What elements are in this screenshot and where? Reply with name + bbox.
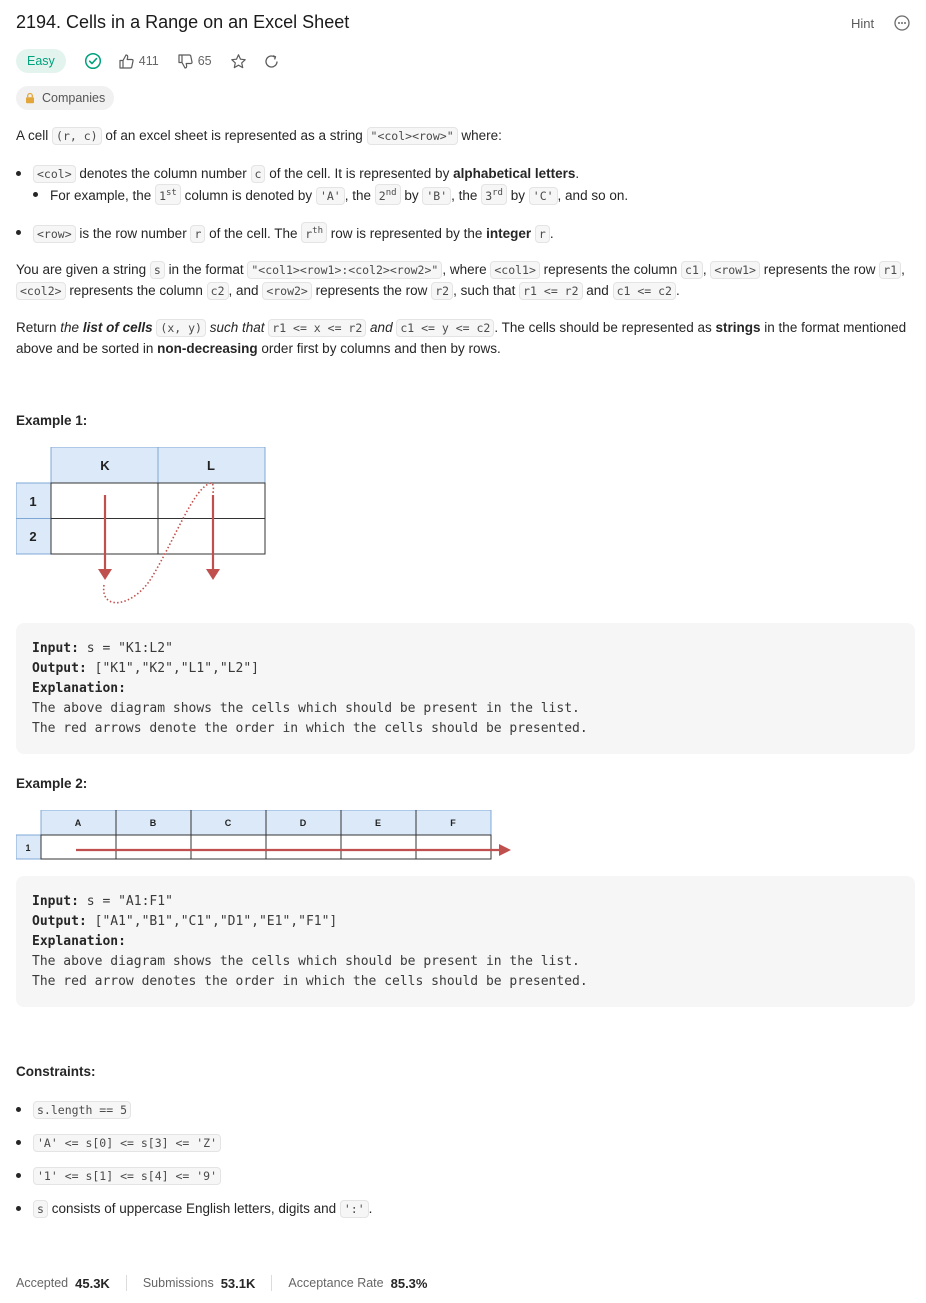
thumbs-up-icon bbox=[118, 53, 135, 70]
arrowhead bbox=[206, 569, 220, 580]
column-header: A bbox=[74, 818, 82, 828]
like-count: 411 bbox=[138, 54, 159, 68]
dislike-button[interactable] bbox=[177, 53, 212, 70]
description-return: Return the list of cells (x, y) such that r1 <= x <= r2 and c1 <= y <= c2 . The cells should be represented as strings in the format mentioned above and be sorted in non-decreasing order first by columns and then by rows. bbox=[16, 320, 907, 356]
row-header: 1 bbox=[29, 494, 37, 509]
solved-check-icon bbox=[84, 52, 102, 70]
acceptance-rate-value: 85.3% bbox=[390, 1275, 428, 1291]
column-header: B bbox=[149, 818, 157, 828]
column-header: K bbox=[100, 458, 110, 473]
column-header: F bbox=[450, 818, 456, 828]
list-item: <row> is the row number r of the cell. The $r^{th}$ row is represented by the integer r . bbox=[16, 222, 906, 244]
dislike-count: 65 bbox=[197, 54, 212, 68]
problem-meta-bar bbox=[16, 48, 280, 74]
constraints-list bbox=[16, 1099, 372, 1219]
divider bbox=[126, 1275, 127, 1291]
format-rules bbox=[16, 163, 906, 244]
description-intro: A cell (r, c) of an excel sheet is represented as a string "<col><row>" where: bbox=[16, 128, 502, 143]
more-options-icon[interactable] bbox=[894, 15, 910, 34]
difficulty-badge: Easy bbox=[16, 49, 66, 73]
row-header: 2 bbox=[29, 529, 37, 544]
list-item: '1' <= s[1] <= s[4] <= '9' bbox=[16, 1165, 372, 1186]
accepted-value: 45.3K bbox=[75, 1275, 110, 1291]
lock-icon bbox=[24, 92, 36, 104]
example-2-io: Input: s = "A1:F1" Output: ["A1","B1","C1","D1","E1","F1"] Explanation: The above diagram shows the cells which should be present in the list. The red arrow denotes the order in which the cells should be presented. bbox=[16, 876, 915, 1007]
list-item: s consists of uppercase English letters, digits and ':' . bbox=[16, 1198, 372, 1219]
list-item: 'A' <= s[0] <= s[3] <= 'Z' bbox=[16, 1132, 372, 1153]
like-button[interactable] bbox=[118, 53, 159, 70]
hint-button[interactable]: Hint bbox=[851, 16, 875, 31]
constraints-title: Constraints: bbox=[16, 1064, 96, 1079]
accepted-label: Accepted bbox=[16, 1276, 69, 1290]
stats-bar bbox=[16, 1275, 427, 1291]
row-header: 1 bbox=[25, 843, 31, 853]
example-1-io: Input: s = "K1:L2" Output: ["K1","K2","L1","L2"] Explanation: The above diagram shows the cells which should be present in the list. The red arrows denote the order in which the cells should be presented. bbox=[16, 623, 915, 754]
column-header: C bbox=[224, 818, 232, 828]
example-2-diagram bbox=[16, 810, 516, 862]
list-item: <col> denotes the column number c of the cell. It is represented by alphabetical letters. For example, the 1st column is denoted by 'A' , the 2nd by 'B' , the 3rd by 'C' , and so on. bbox=[16, 163, 906, 206]
column-header: E bbox=[374, 818, 382, 828]
divider bbox=[271, 1275, 272, 1291]
star-icon[interactable] bbox=[230, 53, 247, 70]
list-item: For example, the 1st column is denoted by 'A' , the 2nd by 'B' , the 3rd by 'C' , and so on. bbox=[33, 184, 906, 206]
arrowhead bbox=[98, 569, 112, 580]
example-1-diagram bbox=[16, 447, 276, 612]
column-header: L bbox=[207, 458, 215, 473]
thumbs-down-icon bbox=[177, 53, 194, 70]
share-icon[interactable] bbox=[263, 53, 280, 70]
submissions-value: 53.1K bbox=[220, 1275, 256, 1291]
column-header: D bbox=[299, 818, 307, 828]
companies-button[interactable] bbox=[16, 86, 114, 110]
arrowhead bbox=[499, 844, 511, 856]
example-1-title: Example 1: bbox=[16, 413, 88, 428]
example-2-title: Example 2: bbox=[16, 776, 88, 791]
list-item: s.length == 5 bbox=[16, 1099, 372, 1120]
description-format: You are given a string s in the format "<col1><row1>:<col2><row2>" , where <col1> represents the column c1 , <row1> represents the row r1 , <col2> represents the column c2 , and <row2> represents the row r2 , such that r1 <= r2 and c1 <= c2 . bbox=[16, 262, 905, 298]
companies-label: Companies bbox=[42, 91, 106, 105]
problem-title: 2194. Cells in a Range on an Excel Sheet bbox=[16, 12, 350, 32]
submissions-label: Submissions bbox=[142, 1276, 214, 1290]
acceptance-rate-label: Acceptance Rate bbox=[288, 1276, 384, 1290]
